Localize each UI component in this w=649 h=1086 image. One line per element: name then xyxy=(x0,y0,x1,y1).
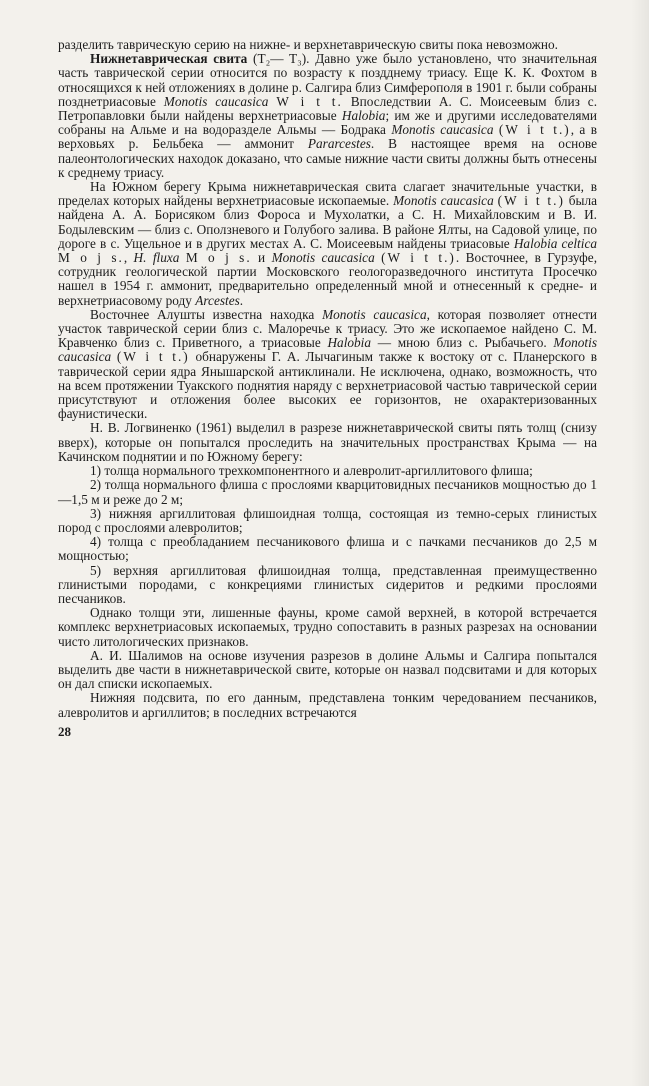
paragraph-southern-coast xyxy=(58,180,597,308)
author-name: (W i t t.) xyxy=(497,193,565,209)
list-item: 2) толща нормального флиша с прослоями кварцитовидных песчаников мощностью до 1—1,5 м и реже до 2 м; xyxy=(58,477,597,507)
author-name: (W i t t.) xyxy=(498,122,571,138)
species-name: Pararcestes xyxy=(307,136,371,152)
list-item: 1) толща нормального трехкомпонентного и алевролит-аргиллитового флиша; xyxy=(90,463,533,479)
paragraph-east-alushta xyxy=(58,308,597,422)
list-item: 4) толща с преобладанием песчаникового флиша и с пачками песчаников до 2,5 м мощностью; xyxy=(58,534,597,564)
text-run: и xyxy=(251,250,272,266)
page-number: 28 xyxy=(58,723,71,739)
species-name: H. fluxa xyxy=(133,250,180,266)
paragraph-lower-subsuite: Нижняя подсвита, по его данным, представлена тонким чередованием песчаников, алевролитов и аргиллитов; в последних встречаются xyxy=(58,690,597,720)
species-name: Halobia celtica xyxy=(513,235,597,251)
paragraph-intro: разделить таврическую серию на нижне- и верхнетаврическую свиты пока невозможно. xyxy=(58,37,558,52)
text-run: — мною близ с. Рыбачьего. xyxy=(371,335,554,351)
species-name: Halobia xyxy=(341,108,386,124)
species-name: Arcestes xyxy=(195,292,240,308)
age-range: (T₂— T₃). xyxy=(253,51,310,67)
section-heading: Нижнетаврическая свита xyxy=(90,51,248,67)
body-text xyxy=(58,38,597,740)
species-name: Monotis caucasica xyxy=(271,250,375,266)
paragraph-logvinenko: Н. В. Логвиненко (1961) выделил в разрезе нижнетаврической свиты пять толщ (снизу вверх), которые он попытался проследить на значительных пространствах Крыма — на Качинском поднятии и по Южному берегу: xyxy=(58,420,597,464)
text-run: На Южном берегу Крыма нижнетаврическая свита слагает значительные участки, в пределах которых найдены верхнетриасовые ископаемые. xyxy=(58,179,597,209)
text-run: была найдена А. А. Борисяком близ Фороса и Мухолатки, а С. Н. Михайловским и В. И. Бодылевским — близ с. Оползневого и Голубого залива. В районе Ялты, на Садовой улице, по дороге в с. Ущельное и в других местах А. С. Моисеевым найдены триасовые xyxy=(58,193,598,251)
list-item: 3) нижняя аргиллитовая флишоидная толща, состоящая из темно-серых глинистых пород с прослоями алевролитов; xyxy=(58,505,597,535)
page-edge-shadow xyxy=(631,0,649,1086)
text-run: ; им же и другими исследователями собраны на Альме и на водоразделе Альмы — Бодрака xyxy=(58,108,597,138)
author-name: W i t t. xyxy=(276,93,343,109)
text-run: . Восточнее, в Гурзуфе, сотрудник геологической партии Московского геологоразведочного института Просечко нашел в 1954 г. аммонит, предварительно определенный мной и отнесенный к средне- и верхнетриасовому роду xyxy=(58,250,598,308)
paragraph-shalimov: А. И. Шалимов на основе изучения разрезов в долине Альмы и Салгира попытался выделить две части в нижнетаврической свите, которые он назвал подсвитами и для которых он дал списки ископаемых. xyxy=(58,647,597,692)
list-item: 5) верхняя аргиллитовая флишоидная толща, представленная преимущественно глинистыми породами, с конкрециями глинистых сидеритов и редкими прослоями песчаников. xyxy=(58,562,597,606)
species-name: Monotis caucasica xyxy=(322,306,427,322)
author-name: (W i t t.) xyxy=(381,250,456,266)
text-run: Восточнее Алушты известна находка xyxy=(90,306,323,322)
species-name: Monotis caucasica xyxy=(58,335,597,365)
author-name: M o j s. xyxy=(185,250,252,266)
text-run: . xyxy=(239,292,244,308)
species-name: Monotis caucasica xyxy=(163,93,269,109)
paragraph-however: Однако толщи эти, лишенные фауны, кроме самой верхней, в которой встречается комплекс верхнетриасовых ископаемых, трудно сопоставить в разных разрезах на основании чисто литологических признаков. xyxy=(58,605,597,649)
text-run: . В настоящее время на основе палеонтологических находок доказано, что самые нижние части свиты должны быть отнесены к среднему триасу. xyxy=(58,136,597,180)
species-name: Monotis caucasica xyxy=(391,122,494,138)
paragraph-lower-tauric-suite xyxy=(58,52,597,180)
text-run: Впоследствии А. С. Моисеевым близ с. Петропавловки были найдены верхнетриасовые xyxy=(58,93,598,124)
species-name: Halobia xyxy=(327,335,372,351)
text-run: , которая позволяет отнести участок таврической серии близ с. Малоречье к триасу. Это же ископаемое найдено С. М. Кравченко близ с. Приветного, а триасовые xyxy=(58,306,597,351)
species-name: Monotis caucasica xyxy=(393,193,494,209)
text-run: , а в верховьях р. Бельбека — аммонит xyxy=(58,122,598,152)
text-run: Давно уже было установлено, что значительная часть таврической серии относится по возрасту к поздднему триасу. Еще К. К. Фохтом в относящихся к ней отложениях в долине р. Салгира близ Симферополя в 1901 г. были собраны позднетриасовые xyxy=(58,51,598,109)
author-name: M o j s. xyxy=(58,250,124,266)
text-run: , xyxy=(123,250,134,266)
author-name: (W i t t.) xyxy=(116,349,190,365)
text-run: обнаружены Г. А. Лычагиным также к востоку от с. Планерского в таврической серии ядра Янышарской антиклинали. Не исключена, однако, возможность, что на всем протяжении Туакского поднятия наряду с верхнетриасовой частью таврической серии присутствуют и отложения более высоких ее горизонтов, не охарактеризованных фаунистически. xyxy=(58,349,598,422)
